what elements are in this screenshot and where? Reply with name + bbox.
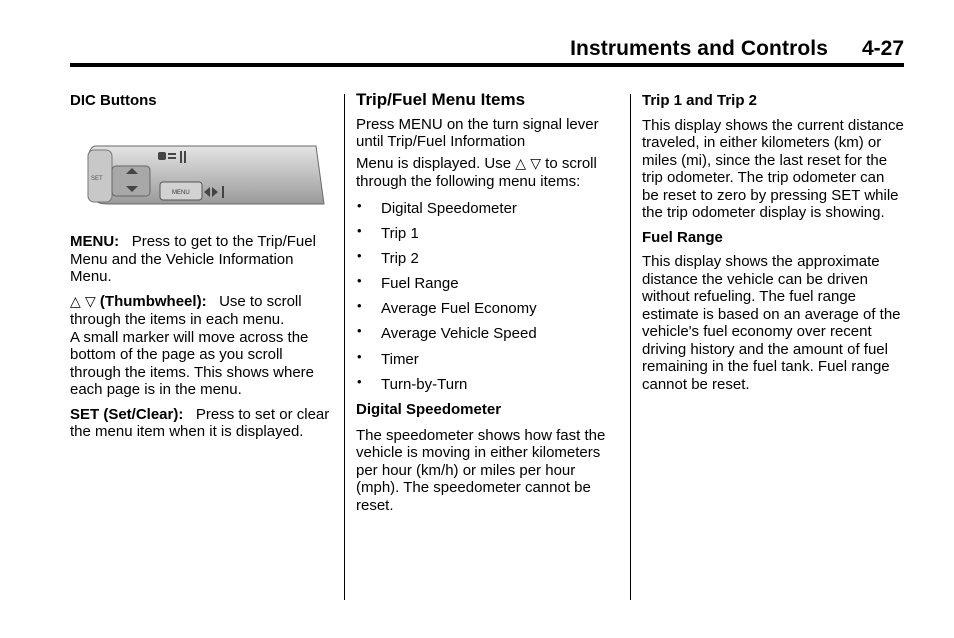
- paragraph-text: Menu is displayed. Use: [356, 154, 512, 172]
- list-item: [356, 197, 618, 225]
- thumbwheel-text: Use to scroll through the items in each menu.: [70, 292, 302, 328]
- list-item-text: Trip 2: [381, 249, 419, 267]
- menu-description: [70, 233, 332, 286]
- header-rule: [70, 63, 904, 67]
- marker-description: A small marker will move across the bottom of the page as you scroll through the items. This shows where each page is in the menu.: [70, 328, 315, 398]
- list-item: [356, 300, 618, 325]
- dic-buttons-illustration: [86, 140, 326, 210]
- thumbwheel-down-icon: ▽: [84, 293, 96, 310]
- column-divider: [344, 94, 345, 600]
- paragraph: The speedometer shows how fast the vehicle is moving in either kilometers per hour (km/h) or miles per hour (mph). The speedometer cannot be reset.: [356, 426, 606, 514]
- list-item: [356, 373, 618, 401]
- menu-items-list: [356, 197, 618, 402]
- list-item-text: Trip 1: [381, 224, 419, 242]
- list-item: [356, 275, 618, 300]
- set-text: Press to set or clear the menu item when it is displayed.: [70, 405, 330, 440]
- section-heading: DIC Buttons: [70, 92, 157, 109]
- page-number: 4-27: [861, 37, 904, 60]
- set-button-label: SET: [91, 176, 103, 182]
- bullet-icon: •: [357, 373, 362, 389]
- list-item: [356, 222, 618, 250]
- scroll-up-icon: △: [515, 155, 527, 172]
- list-item-text: Average Fuel Economy: [381, 300, 537, 318]
- paragraph: [356, 155, 618, 191]
- menu-text: Press to get to the Trip/Fuel Menu and the Vehicle Information Menu.: [70, 233, 316, 285]
- list-item: [356, 348, 618, 376]
- list-item-text: Average Vehicle Speed: [381, 325, 537, 343]
- column-1-body: [70, 233, 332, 441]
- bullet-icon: •: [357, 247, 362, 263]
- set-label: SET (Set/Clear):: [70, 405, 184, 423]
- paragraph-text: to scroll through the following menu items:: [356, 154, 597, 190]
- bullet-icon: •: [357, 348, 362, 364]
- bullet-icon: •: [357, 298, 362, 314]
- section-heading: Trip/Fuel Menu Items: [356, 90, 526, 109]
- paragraph: This display shows the current distance traveled, in either kilometers (km) or miles (mi), since the last reset for the trip odometer. The trip odometer can be reset to zero by pressing SET while the trip odometer display is showing.: [642, 116, 904, 221]
- column-1: [70, 92, 332, 110]
- column-divider: [630, 94, 631, 600]
- list-item-text: Fuel Range: [381, 275, 459, 293]
- subsection-heading: Trip 1 and Trip 2: [642, 92, 758, 109]
- subsection-heading: Digital Speedometer: [356, 401, 502, 418]
- menu-label: MENU:: [70, 233, 120, 250]
- column-2: [356, 91, 618, 514]
- list-item: [356, 247, 618, 275]
- list-item-text: Turn-by-Turn: [381, 375, 468, 393]
- subsection-heading: Fuel Range: [642, 228, 723, 246]
- set-description: [70, 406, 332, 441]
- bullet-icon: •: [357, 197, 362, 213]
- list-item-text: Timer: [381, 350, 419, 368]
- section-title: Instruments and Controls: [570, 37, 828, 60]
- column-3: [642, 92, 904, 393]
- bullet-icon: •: [357, 273, 362, 289]
- list-item: [356, 325, 618, 350]
- paragraph: This display shows the approximate distance the vehicle can be driven without refueling. The fuel range estimate is based on an average of the vehicle's fuel economy over recent driving history and the amount of fuel remaining in the fuel tank. Fuel range cannot be reset.: [642, 253, 901, 393]
- menu-button-label: MENU: [172, 190, 190, 196]
- list-item-text: Digital Speedometer: [381, 199, 517, 217]
- thumbwheel-label: (Thumbwheel):: [99, 292, 207, 310]
- thumbwheel-up-icon: △: [70, 293, 81, 310]
- bullet-icon: •: [357, 323, 362, 339]
- paragraph: Press MENU on the turn signal lever until Trip/Fuel Information: [356, 115, 599, 150]
- thumbwheel-description: [70, 293, 332, 329]
- scroll-down-icon: ▽: [530, 155, 541, 172]
- bullet-icon: •: [357, 222, 362, 238]
